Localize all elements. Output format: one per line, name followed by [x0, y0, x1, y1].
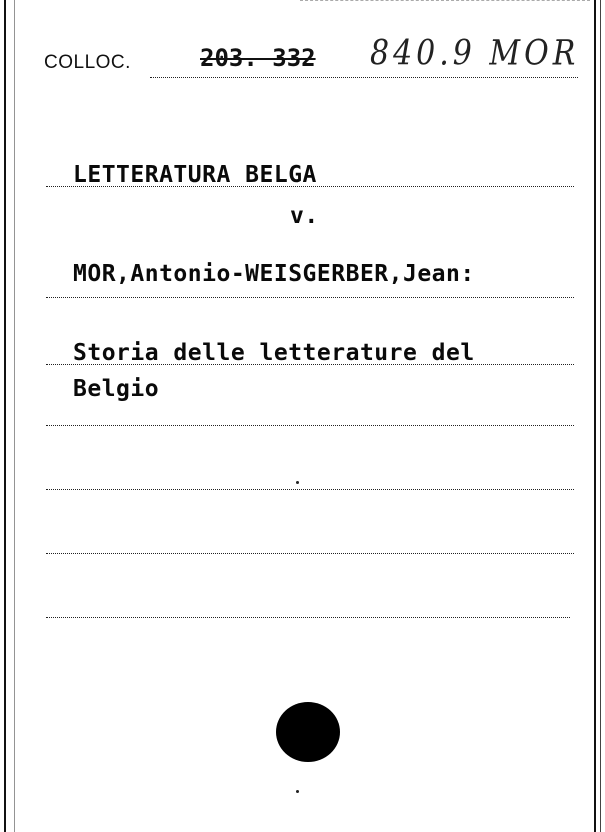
title-rule — [46, 364, 574, 365]
speck — [296, 790, 299, 793]
blank-rule-1 — [46, 425, 574, 426]
author-entry: MOR,Antonio-WEISGERBER,Jean: — [73, 261, 475, 287]
blank-rule-4 — [46, 617, 570, 618]
subject-rule — [46, 186, 574, 187]
subject-heading: LETTERATURA BELGA — [73, 162, 317, 188]
card-left-inner-border — [14, 0, 15, 832]
see-reference: v. — [290, 203, 319, 229]
blank-rule-2 — [46, 489, 574, 490]
colloc-rule — [150, 77, 578, 78]
title-line-1: Storia delle letterature del — [73, 340, 475, 366]
blank-rule-3 — [46, 553, 574, 554]
speck — [296, 481, 299, 484]
card-right-border — [594, 0, 596, 832]
colloc-label: COLLOC. — [44, 52, 131, 73]
card-right-outer-border — [600, 0, 601, 832]
call-number-old: 203. 332 — [200, 44, 316, 72]
title-line-2: Belgio — [73, 376, 160, 402]
call-number-handwritten: 840.9 MOR — [370, 33, 580, 74]
card-top-edge — [300, 0, 590, 2]
author-rule — [46, 297, 574, 298]
card-left-border — [4, 0, 6, 832]
punch-hole — [276, 702, 340, 762]
